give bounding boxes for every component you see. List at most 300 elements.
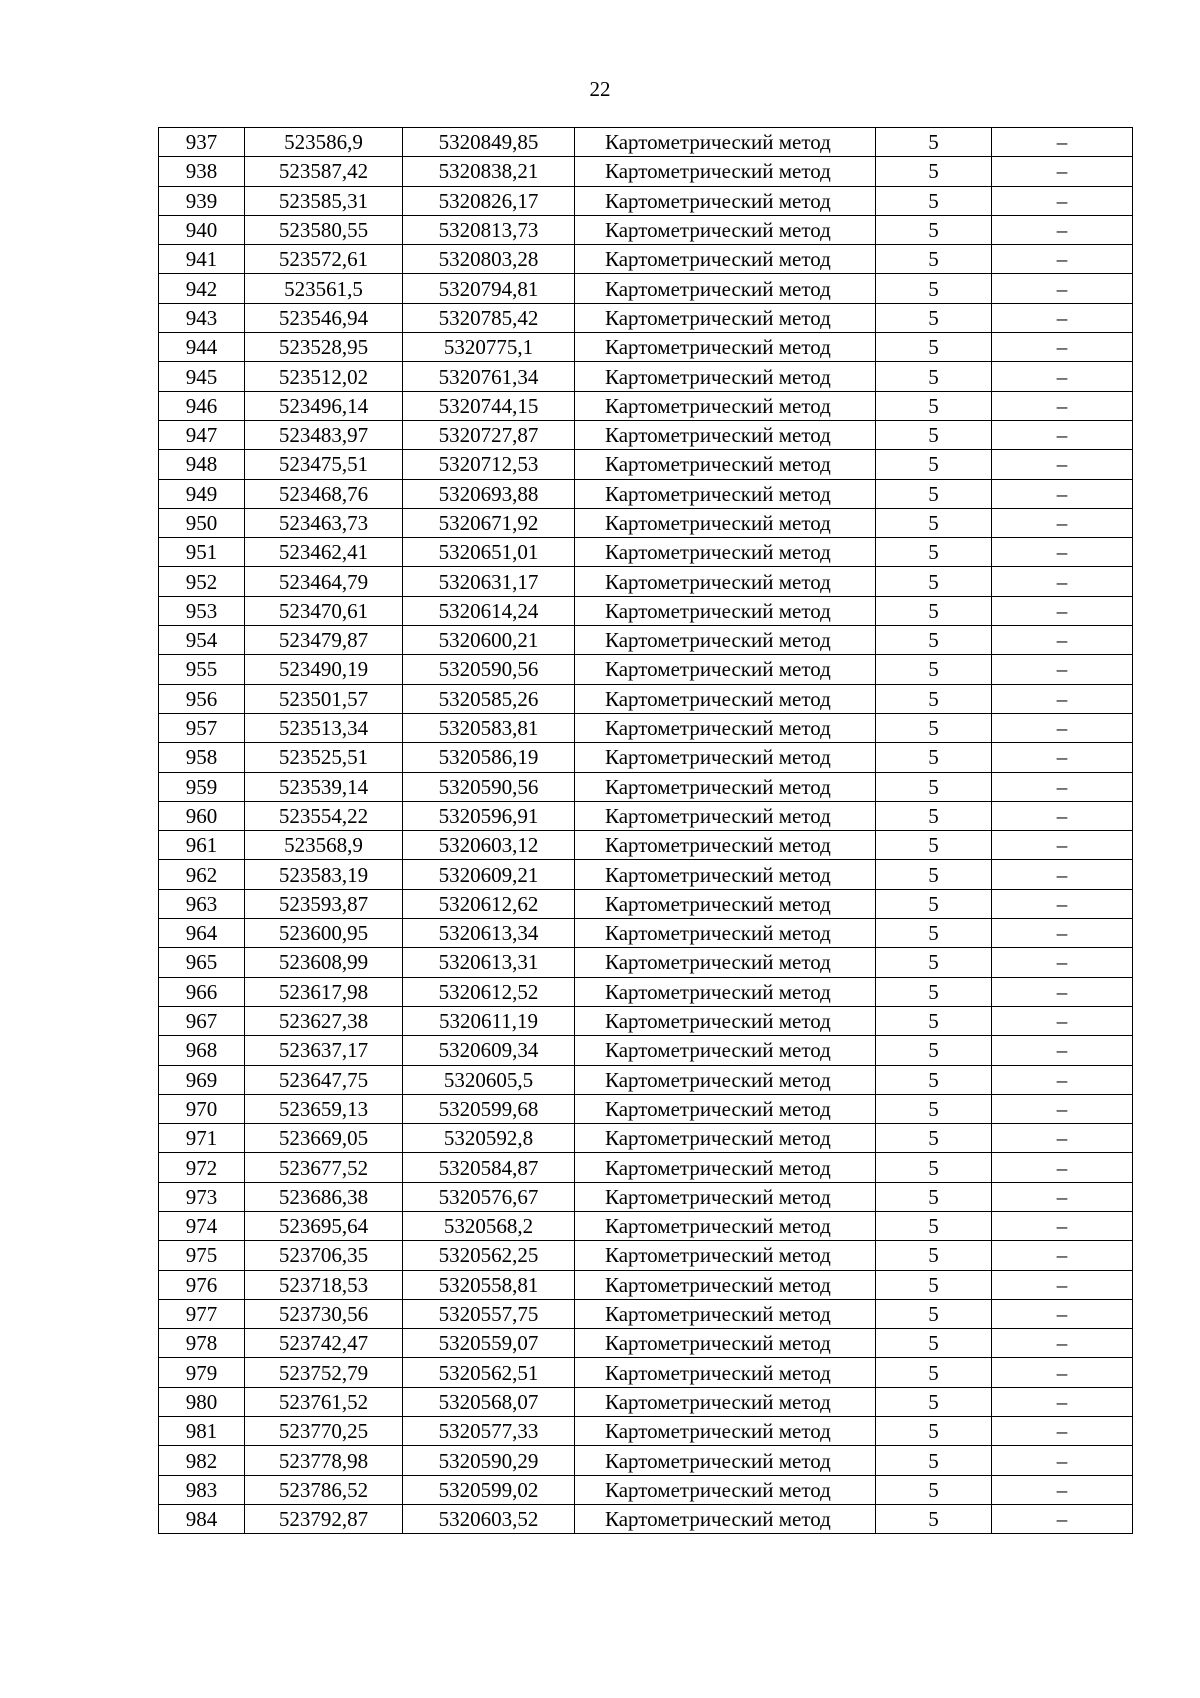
extra-cell: – (992, 1036, 1133, 1065)
method-cell: Картометрический метод (575, 391, 876, 420)
y-coordinate-cell: 5320727,87 (403, 420, 575, 449)
method-cell: Картометрический метод (575, 889, 876, 918)
y-coordinate-cell: 5320826,17 (403, 186, 575, 215)
accuracy-cell: 5 (876, 1241, 992, 1270)
x-coordinate-cell: 523706,35 (245, 1241, 403, 1270)
point-number-cell: 937 (159, 128, 245, 157)
accuracy-cell: 5 (876, 1329, 992, 1358)
x-coordinate-cell: 523525,51 (245, 743, 403, 772)
accuracy-cell: 5 (876, 655, 992, 684)
accuracy-cell: 5 (876, 919, 992, 948)
method-cell: Картометрический метод (575, 420, 876, 449)
accuracy-cell: 5 (876, 1299, 992, 1328)
accuracy-cell: 5 (876, 303, 992, 332)
extra-cell: – (992, 508, 1133, 537)
accuracy-cell: 5 (876, 538, 992, 567)
y-coordinate-cell: 5320693,88 (403, 479, 575, 508)
table-row (159, 1094, 1133, 1123)
y-coordinate-cell: 5320599,02 (403, 1475, 575, 1504)
method-cell: Картометрический метод (575, 1446, 876, 1475)
method-cell: Картометрический метод (575, 1358, 876, 1387)
table-row (159, 977, 1133, 1006)
point-number-cell: 983 (159, 1475, 245, 1504)
x-coordinate-cell: 523593,87 (245, 889, 403, 918)
accuracy-cell: 5 (876, 450, 992, 479)
point-number-cell: 981 (159, 1417, 245, 1446)
method-cell: Картометрический метод (575, 1270, 876, 1299)
x-coordinate-cell: 523528,95 (245, 333, 403, 362)
point-number-cell: 977 (159, 1299, 245, 1328)
table-row (159, 1270, 1133, 1299)
method-cell: Картометрический метод (575, 333, 876, 362)
table-row (159, 391, 1133, 420)
extra-cell: – (992, 1329, 1133, 1358)
x-coordinate-cell: 523647,75 (245, 1065, 403, 1094)
x-coordinate-cell: 523468,76 (245, 479, 403, 508)
extra-cell: – (992, 919, 1133, 948)
y-coordinate-cell: 5320671,92 (403, 508, 575, 537)
x-coordinate-cell: 523572,61 (245, 245, 403, 274)
x-coordinate-cell: 523742,47 (245, 1329, 403, 1358)
x-coordinate-cell: 523627,38 (245, 1006, 403, 1035)
table-row (159, 1329, 1133, 1358)
method-cell: Картометрический метод (575, 1329, 876, 1358)
method-cell: Картометрический метод (575, 1124, 876, 1153)
accuracy-cell: 5 (876, 1417, 992, 1446)
method-cell: Картометрический метод (575, 1065, 876, 1094)
accuracy-cell: 5 (876, 333, 992, 362)
extra-cell: – (992, 1387, 1133, 1416)
extra-cell: – (992, 391, 1133, 420)
y-coordinate-cell: 5320605,5 (403, 1065, 575, 1094)
table-row (159, 1006, 1133, 1035)
point-number-cell: 969 (159, 1065, 245, 1094)
table-row (159, 567, 1133, 596)
table-row (159, 1358, 1133, 1387)
method-cell: Картометрический метод (575, 1211, 876, 1240)
x-coordinate-cell: 523512,02 (245, 362, 403, 391)
point-number-cell: 968 (159, 1036, 245, 1065)
accuracy-cell: 5 (876, 743, 992, 772)
accuracy-cell: 5 (876, 1006, 992, 1035)
x-coordinate-cell: 523669,05 (245, 1124, 403, 1153)
point-number-cell: 971 (159, 1124, 245, 1153)
table-row (159, 1182, 1133, 1211)
method-cell: Картометрический метод (575, 1036, 876, 1065)
y-coordinate-cell: 5320558,81 (403, 1270, 575, 1299)
extra-cell: – (992, 948, 1133, 977)
extra-cell: – (992, 1153, 1133, 1182)
x-coordinate-cell: 523561,5 (245, 274, 403, 303)
method-cell: Картометрический метод (575, 538, 876, 567)
method-cell: Картометрический метод (575, 1153, 876, 1182)
accuracy-cell: 5 (876, 186, 992, 215)
point-number-cell: 970 (159, 1094, 245, 1123)
point-number-cell: 942 (159, 274, 245, 303)
accuracy-cell: 5 (876, 626, 992, 655)
table-row (159, 684, 1133, 713)
table-row (159, 1065, 1133, 1094)
extra-cell: – (992, 1270, 1133, 1299)
coordinates-table (158, 127, 1133, 1534)
method-cell: Картометрический метод (575, 1182, 876, 1211)
table-row (159, 420, 1133, 449)
accuracy-cell: 5 (876, 1153, 992, 1182)
table-row (159, 626, 1133, 655)
table-row (159, 128, 1133, 157)
y-coordinate-cell: 5320577,33 (403, 1417, 575, 1446)
page-number: 22 (589, 77, 611, 101)
accuracy-cell: 5 (876, 420, 992, 449)
y-coordinate-cell: 5320568,07 (403, 1387, 575, 1416)
extra-cell: – (992, 1475, 1133, 1504)
accuracy-cell: 5 (876, 362, 992, 391)
accuracy-cell: 5 (876, 1065, 992, 1094)
table-row (159, 948, 1133, 977)
y-coordinate-cell: 5320590,56 (403, 772, 575, 801)
method-cell: Картометрический метод (575, 245, 876, 274)
method-cell: Картометрический метод (575, 626, 876, 655)
method-cell: Картометрический метод (575, 1475, 876, 1504)
accuracy-cell: 5 (876, 1036, 992, 1065)
method-cell: Картометрический метод (575, 362, 876, 391)
x-coordinate-cell: 523462,41 (245, 538, 403, 567)
extra-cell: – (992, 626, 1133, 655)
extra-cell: – (992, 479, 1133, 508)
y-coordinate-cell: 5320585,26 (403, 684, 575, 713)
x-coordinate-cell: 523583,19 (245, 860, 403, 889)
x-coordinate-cell: 523718,53 (245, 1270, 403, 1299)
point-number-cell: 943 (159, 303, 245, 332)
y-coordinate-cell: 5320775,1 (403, 333, 575, 362)
x-coordinate-cell: 523637,17 (245, 1036, 403, 1065)
y-coordinate-cell: 5320590,56 (403, 655, 575, 684)
table-row (159, 596, 1133, 625)
point-number-cell: 976 (159, 1270, 245, 1299)
table-row (159, 1124, 1133, 1153)
extra-cell: – (992, 215, 1133, 244)
method-cell: Картометрический метод (575, 860, 876, 889)
method-cell: Картометрический метод (575, 596, 876, 625)
x-coordinate-cell: 523463,73 (245, 508, 403, 537)
accuracy-cell: 5 (876, 479, 992, 508)
extra-cell: – (992, 1241, 1133, 1270)
x-coordinate-cell: 523546,94 (245, 303, 403, 332)
method-cell: Картометрический метод (575, 977, 876, 1006)
point-number-cell: 947 (159, 420, 245, 449)
x-coordinate-cell: 523770,25 (245, 1417, 403, 1446)
point-number-cell: 953 (159, 596, 245, 625)
extra-cell: – (992, 772, 1133, 801)
extra-cell: – (992, 684, 1133, 713)
point-number-cell: 965 (159, 948, 245, 977)
accuracy-cell: 5 (876, 831, 992, 860)
accuracy-cell: 5 (876, 772, 992, 801)
y-coordinate-cell: 5320557,75 (403, 1299, 575, 1328)
method-cell: Картометрический метод (575, 479, 876, 508)
y-coordinate-cell: 5320599,68 (403, 1094, 575, 1123)
extra-cell: – (992, 860, 1133, 889)
extra-cell: – (992, 713, 1133, 742)
y-coordinate-cell: 5320712,53 (403, 450, 575, 479)
accuracy-cell: 5 (876, 245, 992, 274)
method-cell: Картометрический метод (575, 713, 876, 742)
extra-cell: – (992, 889, 1133, 918)
x-coordinate-cell: 523483,97 (245, 420, 403, 449)
y-coordinate-cell: 5320559,07 (403, 1329, 575, 1358)
accuracy-cell: 5 (876, 128, 992, 157)
extra-cell: – (992, 362, 1133, 391)
method-cell: Картометрический метод (575, 303, 876, 332)
point-number-cell: 958 (159, 743, 245, 772)
table-row (159, 655, 1133, 684)
y-coordinate-cell: 5320761,34 (403, 362, 575, 391)
extra-cell: – (992, 655, 1133, 684)
x-coordinate-cell: 523554,22 (245, 801, 403, 830)
point-number-cell: 960 (159, 801, 245, 830)
accuracy-cell: 5 (876, 860, 992, 889)
accuracy-cell: 5 (876, 1182, 992, 1211)
x-coordinate-cell: 523778,98 (245, 1446, 403, 1475)
extra-cell: – (992, 333, 1133, 362)
x-coordinate-cell: 523501,57 (245, 684, 403, 713)
extra-cell: – (992, 1211, 1133, 1240)
accuracy-cell: 5 (876, 567, 992, 596)
point-number-cell: 979 (159, 1358, 245, 1387)
extra-cell: – (992, 1417, 1133, 1446)
extra-cell: – (992, 245, 1133, 274)
extra-cell: – (992, 1124, 1133, 1153)
point-number-cell: 974 (159, 1211, 245, 1240)
method-cell: Картометрический метод (575, 831, 876, 860)
y-coordinate-cell: 5320614,24 (403, 596, 575, 625)
point-number-cell: 950 (159, 508, 245, 537)
extra-cell: – (992, 1446, 1133, 1475)
coordinates-table-body (159, 128, 1133, 1534)
method-cell: Картометрический метод (575, 157, 876, 186)
point-number-cell: 959 (159, 772, 245, 801)
accuracy-cell: 5 (876, 391, 992, 420)
point-number-cell: 973 (159, 1182, 245, 1211)
y-coordinate-cell: 5320609,21 (403, 860, 575, 889)
x-coordinate-cell: 523479,87 (245, 626, 403, 655)
x-coordinate-cell: 523585,31 (245, 186, 403, 215)
y-coordinate-cell: 5320613,34 (403, 919, 575, 948)
y-coordinate-cell: 5320568,2 (403, 1211, 575, 1240)
point-number-cell: 949 (159, 479, 245, 508)
y-coordinate-cell: 5320651,01 (403, 538, 575, 567)
point-number-cell: 940 (159, 215, 245, 244)
y-coordinate-cell: 5320586,19 (403, 743, 575, 772)
table-row (159, 1153, 1133, 1182)
extra-cell: – (992, 1094, 1133, 1123)
point-number-cell: 961 (159, 831, 245, 860)
extra-cell: – (992, 567, 1133, 596)
table-row (159, 303, 1133, 332)
x-coordinate-cell: 523730,56 (245, 1299, 403, 1328)
extra-cell: – (992, 1299, 1133, 1328)
table-row (159, 801, 1133, 830)
point-number-cell: 938 (159, 157, 245, 186)
y-coordinate-cell: 5320562,51 (403, 1358, 575, 1387)
y-coordinate-cell: 5320612,52 (403, 977, 575, 1006)
y-coordinate-cell: 5320744,15 (403, 391, 575, 420)
y-coordinate-cell: 5320596,91 (403, 801, 575, 830)
table-row (159, 889, 1133, 918)
extra-cell: – (992, 1182, 1133, 1211)
y-coordinate-cell: 5320562,25 (403, 1241, 575, 1270)
x-coordinate-cell: 523600,95 (245, 919, 403, 948)
extra-cell: – (992, 303, 1133, 332)
x-coordinate-cell: 523496,14 (245, 391, 403, 420)
table-row (159, 274, 1133, 303)
method-cell: Картометрический метод (575, 450, 876, 479)
method-cell: Картометрический метод (575, 1417, 876, 1446)
y-coordinate-cell: 5320631,17 (403, 567, 575, 596)
table-row (159, 1475, 1133, 1504)
point-number-cell: 941 (159, 245, 245, 274)
point-number-cell: 964 (159, 919, 245, 948)
extra-cell: – (992, 831, 1133, 860)
point-number-cell: 946 (159, 391, 245, 420)
accuracy-cell: 5 (876, 1094, 992, 1123)
x-coordinate-cell: 523568,9 (245, 831, 403, 860)
table-row (159, 215, 1133, 244)
extra-cell: – (992, 596, 1133, 625)
method-cell: Картометрический метод (575, 1094, 876, 1123)
table-row (159, 450, 1133, 479)
accuracy-cell: 5 (876, 274, 992, 303)
x-coordinate-cell: 523539,14 (245, 772, 403, 801)
accuracy-cell: 5 (876, 215, 992, 244)
table-row (159, 333, 1133, 362)
y-coordinate-cell: 5320849,85 (403, 128, 575, 157)
table-row (159, 1446, 1133, 1475)
extra-cell: – (992, 186, 1133, 215)
table-row (159, 860, 1133, 889)
extra-cell: – (992, 274, 1133, 303)
x-coordinate-cell: 523475,51 (245, 450, 403, 479)
accuracy-cell: 5 (876, 713, 992, 742)
point-number-cell: 945 (159, 362, 245, 391)
y-coordinate-cell: 5320584,87 (403, 1153, 575, 1182)
method-cell: Картометрический метод (575, 684, 876, 713)
table-row (159, 743, 1133, 772)
extra-cell: – (992, 1504, 1133, 1533)
accuracy-cell: 5 (876, 801, 992, 830)
y-coordinate-cell: 5320609,34 (403, 1036, 575, 1065)
extra-cell: – (992, 128, 1133, 157)
accuracy-cell: 5 (876, 1387, 992, 1416)
method-cell: Картометрический метод (575, 215, 876, 244)
table-row (159, 919, 1133, 948)
point-number-cell: 978 (159, 1329, 245, 1358)
y-coordinate-cell: 5320838,21 (403, 157, 575, 186)
accuracy-cell: 5 (876, 596, 992, 625)
point-number-cell: 956 (159, 684, 245, 713)
table-row (159, 772, 1133, 801)
y-coordinate-cell: 5320583,81 (403, 713, 575, 742)
method-cell: Картометрический метод (575, 1006, 876, 1035)
y-coordinate-cell: 5320785,42 (403, 303, 575, 332)
table-row (159, 1211, 1133, 1240)
method-cell: Картометрический метод (575, 655, 876, 684)
table-row (159, 538, 1133, 567)
method-cell: Картометрический метод (575, 567, 876, 596)
accuracy-cell: 5 (876, 977, 992, 1006)
y-coordinate-cell: 5320813,73 (403, 215, 575, 244)
method-cell: Картометрический метод (575, 1387, 876, 1416)
x-coordinate-cell: 523786,52 (245, 1475, 403, 1504)
y-coordinate-cell: 5320611,19 (403, 1006, 575, 1035)
table-row (159, 1299, 1133, 1328)
accuracy-cell: 5 (876, 1211, 992, 1240)
point-number-cell: 939 (159, 186, 245, 215)
accuracy-cell: 5 (876, 889, 992, 918)
y-coordinate-cell: 5320592,8 (403, 1124, 575, 1153)
x-coordinate-cell: 523470,61 (245, 596, 403, 625)
table-row (159, 186, 1133, 215)
table-row (159, 1417, 1133, 1446)
x-coordinate-cell: 523695,64 (245, 1211, 403, 1240)
x-coordinate-cell: 523752,79 (245, 1358, 403, 1387)
accuracy-cell: 5 (876, 1475, 992, 1504)
point-number-cell: 980 (159, 1387, 245, 1416)
table-row (159, 362, 1133, 391)
method-cell: Картометрический метод (575, 743, 876, 772)
method-cell: Картометрический метод (575, 772, 876, 801)
x-coordinate-cell: 523490,19 (245, 655, 403, 684)
table-row (159, 508, 1133, 537)
y-coordinate-cell: 5320794,81 (403, 274, 575, 303)
extra-cell: – (992, 801, 1133, 830)
extra-cell: – (992, 157, 1133, 186)
point-number-cell: 967 (159, 1006, 245, 1035)
method-cell: Картометрический метод (575, 1504, 876, 1533)
point-number-cell: 962 (159, 860, 245, 889)
extra-cell: – (992, 977, 1133, 1006)
accuracy-cell: 5 (876, 684, 992, 713)
point-number-cell: 955 (159, 655, 245, 684)
extra-cell: – (992, 420, 1133, 449)
y-coordinate-cell: 5320603,52 (403, 1504, 575, 1533)
table-row (159, 479, 1133, 508)
y-coordinate-cell: 5320613,31 (403, 948, 575, 977)
method-cell: Картометрический метод (575, 186, 876, 215)
point-number-cell: 948 (159, 450, 245, 479)
accuracy-cell: 5 (876, 1270, 992, 1299)
x-coordinate-cell: 523586,9 (245, 128, 403, 157)
extra-cell: – (992, 743, 1133, 772)
x-coordinate-cell: 523617,98 (245, 977, 403, 1006)
point-number-cell: 951 (159, 538, 245, 567)
table-row (159, 831, 1133, 860)
table-row (159, 1036, 1133, 1065)
x-coordinate-cell: 523659,13 (245, 1094, 403, 1123)
table-row (159, 157, 1133, 186)
point-number-cell: 954 (159, 626, 245, 655)
method-cell: Картометрический метод (575, 919, 876, 948)
y-coordinate-cell: 5320803,28 (403, 245, 575, 274)
accuracy-cell: 5 (876, 1124, 992, 1153)
extra-cell: – (992, 1006, 1133, 1035)
method-cell: Картометрический метод (575, 1299, 876, 1328)
x-coordinate-cell: 523686,38 (245, 1182, 403, 1211)
x-coordinate-cell: 523677,52 (245, 1153, 403, 1182)
method-cell: Картометрический метод (575, 1241, 876, 1270)
y-coordinate-cell: 5320600,21 (403, 626, 575, 655)
point-number-cell: 957 (159, 713, 245, 742)
